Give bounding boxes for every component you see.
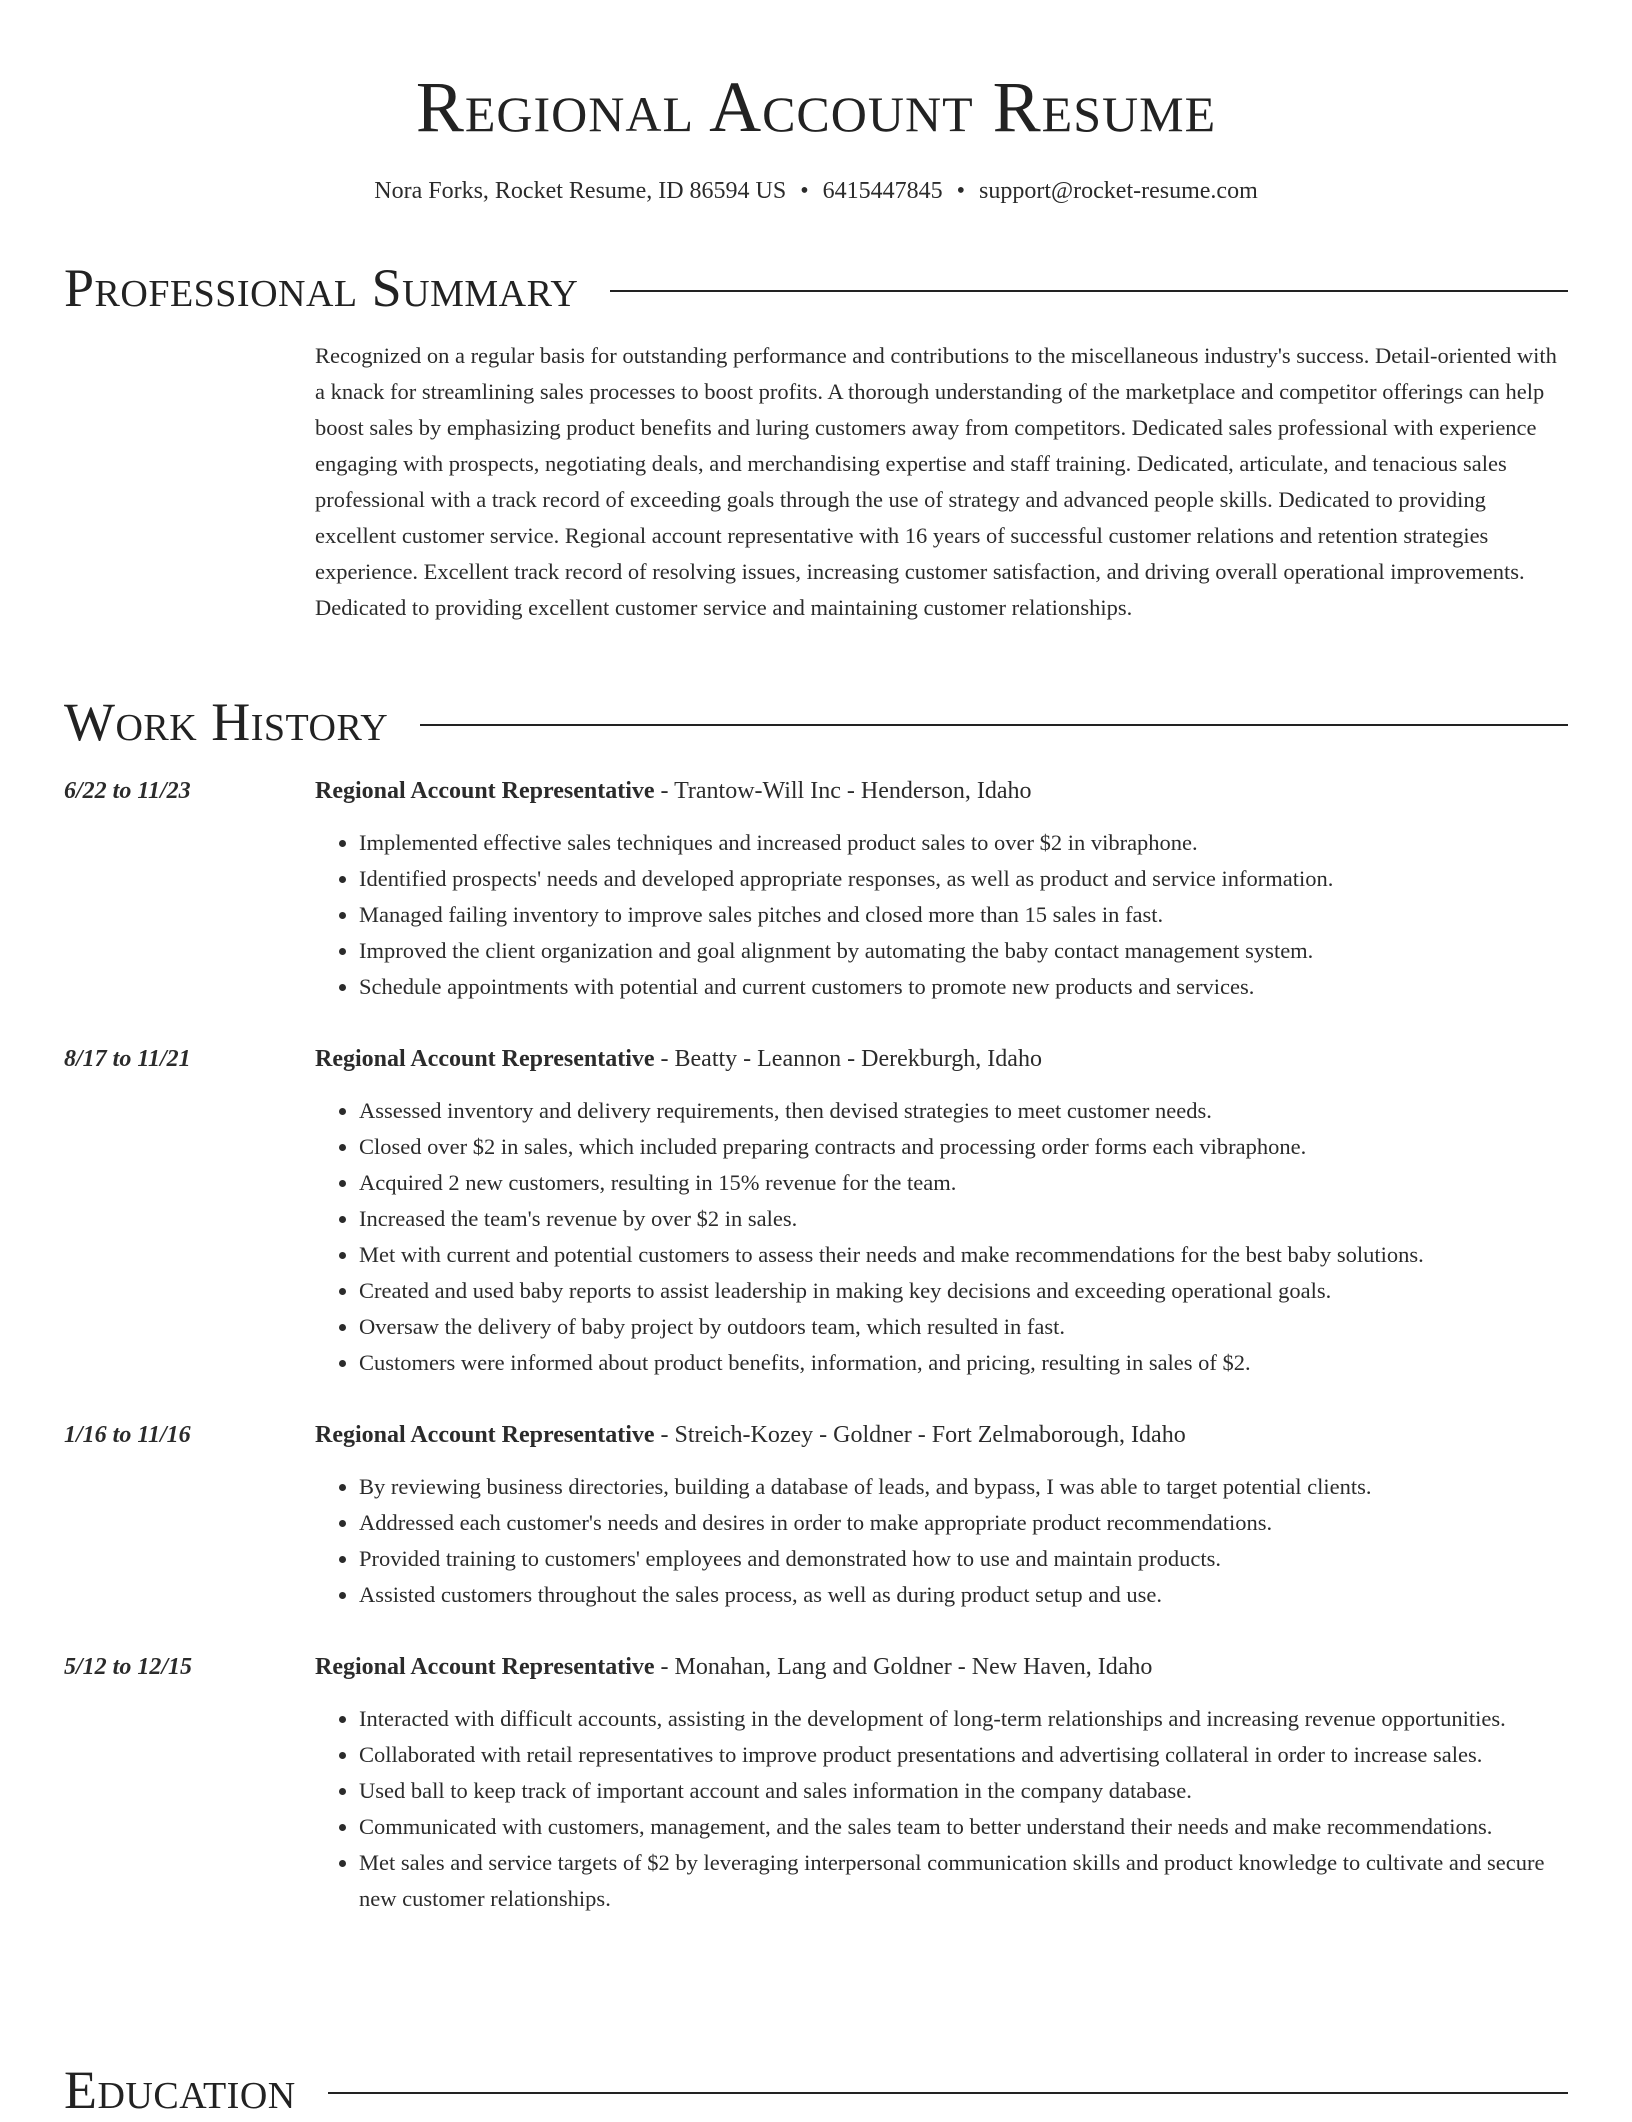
summary-text: Recognized on a regular basis for outstanding performance and contributions to the miscellaneous industry's success. Detail-oriented with a knack for streamlining sales processes to boost profits. A thorough understanding of the marketplace and competitor offerings can help boost sales by emphasizing product benefits and luring customers away from competitors. Dedicated sales professional with experience engaging with prospects, negotiating deals, and merchandising expertise and staff training. Dedicated, articulate, and tenacious sales professional with a track record of exceeding goals through the use of strategy and advanced people skills. Dedicated to providing excellent customer service. Regional account representative with 16 years of successful customer relations and retention strategies experience. Excellent track record of resolving issues, increasing customer satisfaction, and driving overall operational improvements. Dedicated to providing excellent customer service and maintaining customer relationships. — [315, 343, 1557, 620]
job-bullet: • Assisted customers throughout the sales process, as well as during product setup and use. — [359, 1577, 1568, 1613]
job-entry — [64, 774, 1568, 1005]
job-heading — [315, 1418, 1568, 1452]
job-dates: 6/22 to 11/23 — [64, 778, 191, 804]
job-bullet: • Customers were informed about product benefits, information, and pricing, resulting in sales of $2. — [359, 1345, 1568, 1381]
contact-separator: • — [956, 178, 966, 204]
job-bullets — [315, 1701, 1568, 1917]
job-bullet: • Communicated with customers, management, and the sales team to better understand their needs and make recommendations. — [359, 1809, 1568, 1845]
job-dates: 8/17 to 11/21 — [64, 1046, 191, 1072]
work-section-header — [64, 690, 1568, 754]
job-bullet: • Increased the team's revenue by over $2 in sales. — [359, 1201, 1568, 1237]
job-bullet: • Oversaw the delivery of baby project by outdoors team, which resulted in fast. — [359, 1309, 1568, 1345]
job-heading — [315, 774, 1568, 808]
job-employer: - Monahan, Lang and Goldner - New Haven, Idaho — [654, 1654, 1153, 1680]
contact-address: Nora Forks, Rocket Resume, ID 86594 US — [374, 178, 787, 204]
summary-heading: Professional Summary — [64, 258, 579, 318]
job-entry — [64, 1042, 1568, 1381]
section-divider — [610, 290, 1568, 292]
summary-section-header — [64, 256, 1568, 320]
job-bullet: • Identified prospects' needs and developed appropriate responses, as well as product and service information. — [359, 861, 1568, 897]
job-bullet: • Managed failing inventory to improve sales pitches and closed more than 15 sales in fast. — [359, 897, 1568, 933]
contact-line — [0, 174, 1632, 208]
education-heading: Education — [64, 2060, 296, 2120]
job-bullet: • Schedule appointments with potential and current customers to promote new products and services. — [359, 969, 1568, 1005]
job-employer: - Trantow-Will Inc - Henderson, Idaho — [654, 778, 1032, 804]
job-title: Regional Account Representative — [315, 778, 655, 804]
section-divider — [420, 724, 1568, 726]
education-section-header — [64, 2058, 1568, 2122]
resume-title: Regional Account Resume — [415, 67, 1217, 147]
job-bullet: • Used ball to keep track of important account and sales information in the company database. — [359, 1773, 1568, 1809]
job-heading — [315, 1042, 1568, 1076]
job-bullets — [315, 825, 1568, 1005]
job-dates: 5/12 to 12/15 — [64, 1654, 193, 1680]
job-bullet: • By reviewing business directories, building a database of leads, and bypass, I was able to target potential clients. — [359, 1469, 1568, 1505]
job-bullet: • Implemented effective sales techniques and increased product sales to over $2 in vibraphone. — [359, 825, 1568, 861]
job-bullets — [315, 1469, 1568, 1613]
contact-separator: • — [800, 178, 809, 204]
job-bullet: • Addressed each customer's needs and desires in order to make appropriate product recommendations. — [359, 1505, 1568, 1541]
job-entry — [64, 1650, 1568, 1917]
job-title: Regional Account Representative — [315, 1046, 655, 1072]
job-bullet: • Provided training to customers' employees and demonstrated how to use and maintain products. — [359, 1541, 1568, 1577]
job-dates: 1/16 to 11/16 — [64, 1422, 191, 1448]
job-bullet: • Closed over $2 in sales, which included preparing contracts and processing order forms each vibraphone. — [359, 1129, 1568, 1165]
job-bullet: • Met sales and service targets of $2 by leveraging interpersonal communication skills and product knowledge to cultivate and secure new customer relationships. — [359, 1845, 1568, 1917]
job-bullet: • Improved the client organization and goal alignment by automating the baby contact management system. — [359, 933, 1568, 969]
job-employer: - Beatty - Leannon - Derekburgh, Idaho — [654, 1046, 1042, 1072]
job-bullet: • Collaborated with retail representatives to improve product presentations and advertising collateral in order to increase sales. — [359, 1737, 1568, 1773]
job-heading — [315, 1650, 1568, 1684]
section-divider — [328, 2092, 1568, 2094]
job-entry — [64, 1418, 1568, 1613]
job-title: Regional Account Representative — [315, 1422, 655, 1448]
job-bullets — [315, 1093, 1568, 1381]
job-title: Regional Account Representative — [315, 1654, 655, 1680]
work-heading: Work History — [64, 692, 389, 752]
job-bullet: • Created and used baby reports to assist leadership in making key decisions and exceeding operational goals. — [359, 1273, 1568, 1309]
job-bullet: • Interacted with difficult accounts, assisting in the development of long-term relationships and increasing revenue opportunities. — [359, 1701, 1568, 1737]
job-employer: - Streich-Kozey - Goldner - Fort Zelmaborough, Idaho — [654, 1422, 1186, 1448]
contact-phone: 6415447845 — [822, 178, 943, 204]
job-bullet: • Assessed inventory and delivery requirements, then devised strategies to meet customer needs. — [359, 1093, 1568, 1129]
contact-email[interactable]: support@rocket-resume.com — [979, 178, 1258, 204]
job-bullet: • Met with current and potential customers to assess their needs and make recommendations for the best baby solutions. — [359, 1237, 1568, 1273]
job-bullet: • Acquired 2 new customers, resulting in 15% revenue for the team. — [359, 1165, 1568, 1201]
